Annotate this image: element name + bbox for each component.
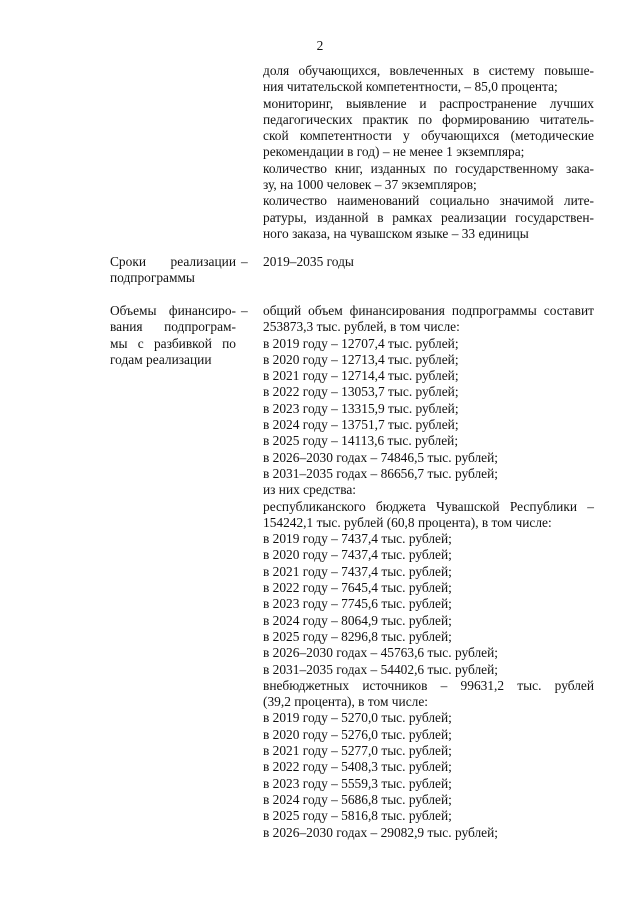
funding-line: в 2024 году – 8064,9 тыс. рублей; xyxy=(263,612,452,628)
intro-line: ской компетентности у обучающихся (методические xyxy=(263,128,594,144)
funding-line: в 2021 году – 12714,4 тыс. рублей; xyxy=(263,368,459,384)
funding-line: в 2026–2030 годах – 74846,5 тыс. рублей; xyxy=(263,449,498,465)
intro-line: педагогических практик по формированию читатель- xyxy=(263,111,594,127)
funding-label-line: вания подпрограм- xyxy=(110,319,236,335)
funding-line: в 2020 году – 7437,4 тыс. рублей; xyxy=(263,547,452,563)
page-number: 2 xyxy=(316,38,324,53)
funding-line: в 2023 году – 13315,9 тыс. рублей; xyxy=(263,400,459,416)
intro-line: количество книг, изданных по государственному зака- xyxy=(263,160,594,176)
funding-line: 253873,3 тыс. рублей, в том числе: xyxy=(263,319,460,335)
intro-line: количество наименований социально значимой лите- xyxy=(263,193,594,209)
terms-label-line: Сроки реализации xyxy=(110,254,236,269)
intro-line: ния читательской компетентности, – 85,0 процента; xyxy=(263,79,558,95)
funding-line: в 2022 году – 13053,7 тыс. рублей; xyxy=(263,384,459,400)
funding-line: внебюджетных источников – 99631,2 тыс. рублей xyxy=(263,677,594,693)
intro-line: ного заказа, на чувашском языке – 33 единицы xyxy=(263,225,529,241)
funding-line: в 2019 году – 7437,4 тыс. рублей; xyxy=(263,531,452,547)
funding-line: в 2021 году – 5277,0 тыс. рублей; xyxy=(263,743,452,759)
funding-line: 154242,1 тыс. рублей (60,8 процента), в том числе: xyxy=(263,514,552,530)
terms-label xyxy=(110,254,236,287)
terms-label-line: подпрограммы xyxy=(110,270,195,286)
funding-line: республиканского бюджета Чувашской Республики – xyxy=(263,498,594,514)
terms-value xyxy=(263,254,594,270)
funding-line: в 2023 году – 7745,6 тыс. рублей; xyxy=(263,596,452,612)
funding-line: в 2022 году – 7645,4 тыс. рублей; xyxy=(263,580,452,596)
funding-content xyxy=(263,303,594,841)
funding-line: в 2021 году – 7437,4 тыс. рублей; xyxy=(263,563,452,579)
funding-line: в 2025 году – 14113,6 тыс. рублей; xyxy=(263,433,459,449)
funding-line: в 2026–2030 годах – 45763,6 тыс. рублей; xyxy=(263,645,498,661)
funding-line: в 2026–2030 годах – 29082,9 тыс. рублей; xyxy=(263,824,498,840)
funding-line: в 2019 году – 5270,0 тыс. рублей; xyxy=(263,710,452,726)
terms-dash: – xyxy=(241,254,248,269)
funding-line: в 2031–2035 годах – 54402,6 тыс. рублей; xyxy=(263,661,498,677)
terms-value-text: 2019–2035 годы xyxy=(263,254,354,269)
funding-label-line: годам реализации xyxy=(110,351,212,367)
intro-line: зу, на 1000 человек – 37 экземпляров; xyxy=(263,177,477,193)
funding-line: в 2019 году – 12707,4 тыс. рублей; xyxy=(263,335,459,351)
funding-line: общий объем финансирования подпрограммы составит xyxy=(263,303,594,318)
funding-line: в 2024 году – 5686,8 тыс. рублей; xyxy=(263,791,452,807)
funding-dash: – xyxy=(241,303,248,318)
funding-line: в 2022 году – 5408,3 тыс. рублей; xyxy=(263,759,452,775)
funding-label-line: мы с разбивкой по xyxy=(110,335,236,351)
funding-label-line: Объемы финансиро- xyxy=(110,303,236,318)
funding-line: из них средства: xyxy=(263,482,357,498)
funding-line: в 2031–2035 годах – 86656,7 тыс. рублей; xyxy=(263,465,498,481)
intro-line: ратуры, изданной в рамках реализации государствен- xyxy=(263,209,594,225)
funding-label xyxy=(110,303,236,368)
intro-line: рекомендации в год) – не менее 1 экземпляра; xyxy=(263,144,525,160)
funding-line: в 2020 году – 5276,0 тыс. рублей; xyxy=(263,726,452,742)
intro-line: мониторинг, выявление и распространение лучших xyxy=(263,95,594,111)
intro-line: доля обучающихся, вовлеченных в систему повыше- xyxy=(263,63,594,78)
intro-content xyxy=(263,63,594,242)
funding-line: (39,2 процента), в том числе: xyxy=(263,694,428,710)
funding-line: в 2025 году – 8296,8 тыс. рублей; xyxy=(263,628,452,644)
funding-line: в 2023 году – 5559,3 тыс. рублей; xyxy=(263,775,452,791)
funding-line: в 2020 году – 12713,4 тыс. рублей; xyxy=(263,351,459,367)
funding-line: в 2025 году – 5816,8 тыс. рублей; xyxy=(263,808,452,824)
funding-line: в 2024 году – 13751,7 тыс. рублей; xyxy=(263,417,459,433)
